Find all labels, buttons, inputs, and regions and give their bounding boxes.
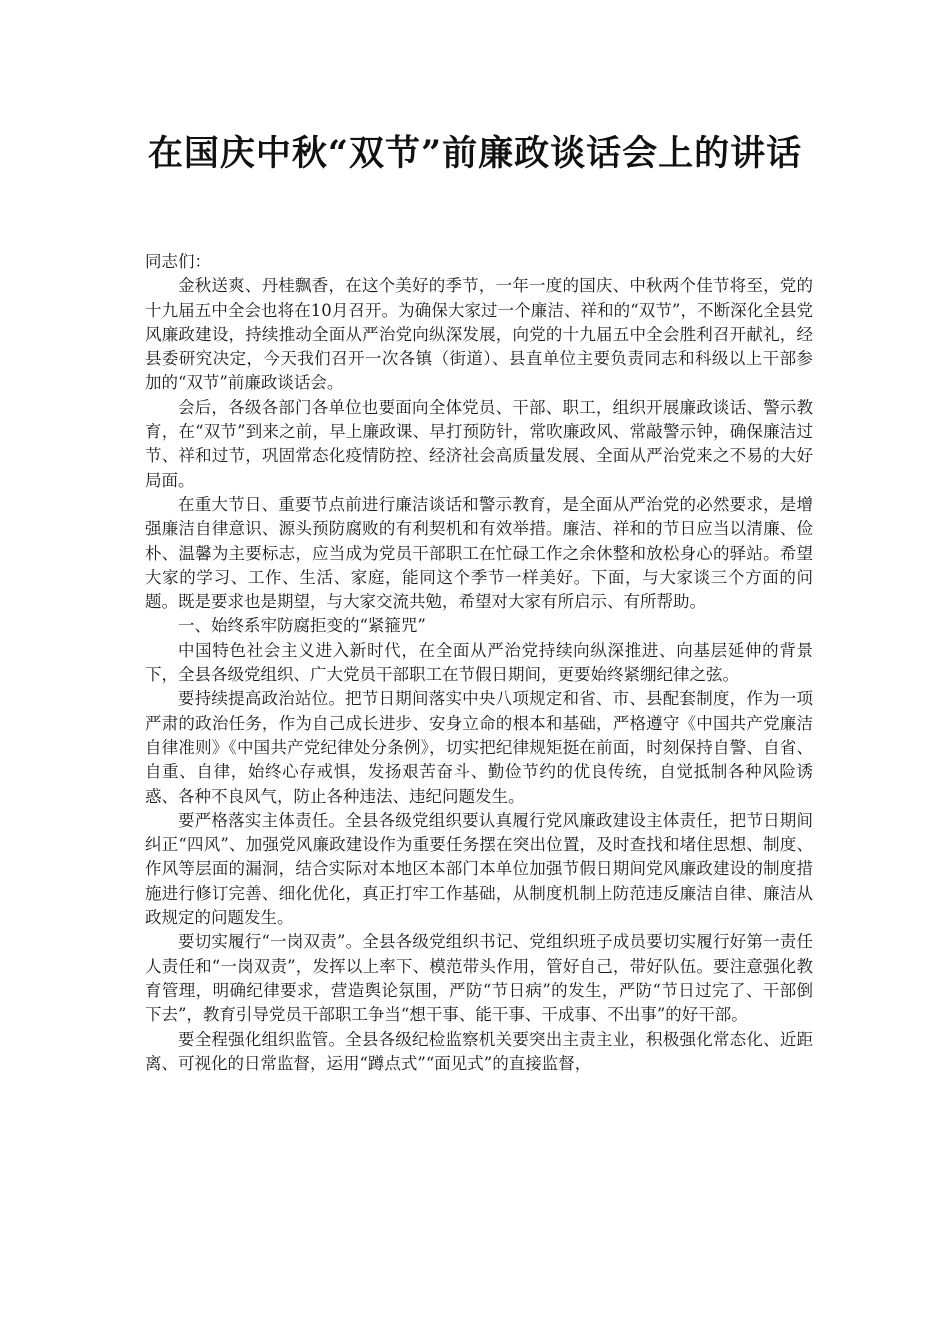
paragraph: 在重大节日、重要节点前进行廉洁谈话和警示教育，是全面从严治党的必然要求，是增强廉洁自律意识、源头预防腐败的有利契机和有效举措。廉洁、祥和的节日应当以清廉、俭朴、温馨为主要标志，应当成为党员干部职工在忙碌工作之余休整和放松身心的驿站。希望大家的学习、工作、生活、家庭，能同这个季节一样美好。下面，与大家谈三个方面的问题。既是要求也是期望，与大家交流共勉，希望对大家有所启示、有所帮助。: [145, 494, 813, 612]
paragraph: 会后，各级各部门各单位也要面向全体党员、干部、职工，组织开展廉政谈话、警示教育，在“双节”到来之前，早上廉政课、早打预防针，常吹廉政风、常敲警示钟，确保廉洁过节、祥和过节，巩固常态化疫情防控、经济社会高质量发展、全面从严治党来之不易的大好局面。: [145, 397, 813, 490]
paragraph: 要持续提高政治站位。把节日期间落实中央八项规定和省、市、县配套制度，作为一项严肃的政治任务，作为自己成长进步、安身立命的根本和基础，严格遵守《中国共产党廉洁自律准则》《中国共产党纪律处分条例》，切实把纪律规矩挺在前面，时刻保持自警、自省、自重、自律，始终心存戒惧，发扬艰苦奋斗、勤俭节约的优良传统，自觉抵制各种风险诱惑、各种不良风气，防止各种违法、违纪问题发生。: [145, 689, 813, 806]
paragraph: 金秋送爽、丹桂飘香，在这个美好的季节，一年一度的国庆、中秋两个佳节将至，党的十九届五中全会也将在10月召开。为确保大家过一个廉洁、祥和的“双节”，不断深化全县党风廉政建设，持续推动全面从严治党向纵深发展，向党的十九届五中全会胜利召开献礼，经县委研究决定，今天我们召开一次各镇（街道）、县直单位主要负责同志和科级以上干部参加的“双节”前廉政谈话会。: [145, 276, 813, 393]
section-heading: 一、始终系牢防腐拒变的“紧箍咒”: [178, 616, 426, 636]
paragraph: 要切实履行“一岗双责”。全县各级党组织书记、党组织班子成员要切实履行好第一责任人责任和“一岗双责”，发挥以上率下、模范带头作用，管好自己，带好队伍。要注意强化教育管理，明确纪律要求，营造舆论氛围，严防“节日病”的发生，严防“节日过完了、干部倒下去”，教育引导党员干部职工争当“想干事、能干事、干成事、不出事”的好干部。: [145, 932, 813, 1025]
paragraph: 中国特色社会主义进入新时代，在全面从严治党持续向纵深推进、向基层延伸的背景下，全县各级党组织、广大党员干部职工在节假日期间，更要始终紧绷纪律之弦。: [145, 640, 813, 685]
document-body: [145, 250, 813, 1076]
paragraph: 要严格落实主体责任。全县各级党组织要认真履行党风廉政建设主体责任，把节日期间纠正“四风”、加强党风廉政建设作为重要任务摆在突出位置，及时查找和堵住思想、制度、作风等层面的漏洞，结合实际对本地区本部门本单位加强节假日期间党风廉政建设的制度措施进行修订完善、细化优化，真正打牢工作基础，从制度机制上防范违反廉洁自律、廉洁从政规定的问题发生。: [145, 810, 813, 928]
greeting: 同志们：: [145, 252, 211, 271]
document-title: 在国庆中秋“双节”前廉政谈话会上的讲话: [147, 133, 803, 174]
paragraph: 要全程强化组织监管。全县各级纪检监察机关要突出主责主业，积极强化常态化、近距离、可视化的日常监督，运用“蹲点式”“面见式”的直接监督，: [145, 1029, 813, 1073]
